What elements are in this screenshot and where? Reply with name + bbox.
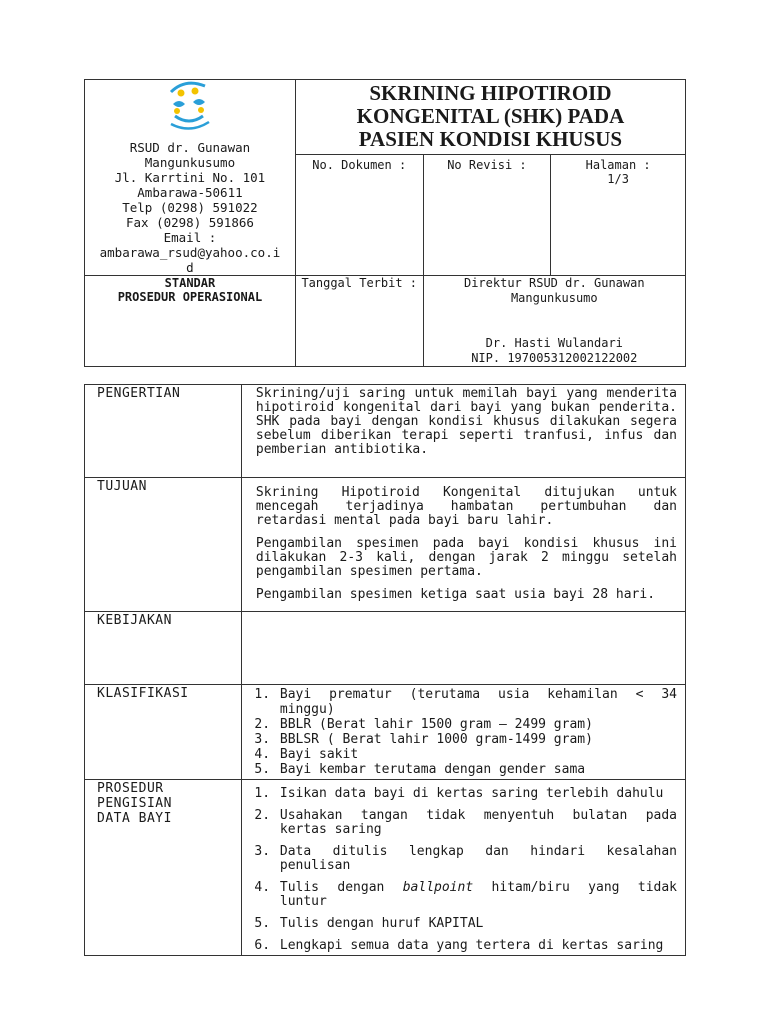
institution-line: d <box>186 260 194 275</box>
prosedur-list <box>256 787 677 953</box>
issue-date-label: Tanggal Terbit : <box>295 276 423 367</box>
klasifikasi-list-cell <box>241 685 685 780</box>
sop-label-line: STANDAR <box>164 276 216 290</box>
section-label-line: PROSEDUR <box>97 781 164 796</box>
institution-line: Telp (0298) 591022 <box>122 200 258 215</box>
director-signature-cell <box>423 276 685 367</box>
page-label: Halaman : <box>585 157 651 172</box>
institution-line: Email : <box>163 230 217 245</box>
list-item: 6. Lengkapi semua data yang tertera di kertas saring <box>278 939 677 953</box>
section-row-klasifikasi <box>85 685 686 780</box>
kebijakan-text <box>241 612 685 685</box>
pengertian-text: Skrining/uji saring untuk memilah bayi yang menderita hipotiroid kongenital dari bayi yang bukan penderita. SHK pada bayi dengan kondisi khusus dilakukan segera sebelum diberikan terapi seperti tranfusi, infus dan pemberian antibiotika. <box>241 385 685 478</box>
section-label <box>85 780 242 956</box>
list-item-italic: ballpoint <box>402 880 474 895</box>
institution-line: Mangunkusumo <box>144 155 236 170</box>
list-item: 2. BBLR (Berat lahir 1500 gram – 2499 gram) <box>278 717 677 732</box>
title-line: PASIEN KONDISI KHUSUS <box>358 127 623 151</box>
section-label-line: DATA BAYI <box>97 811 172 826</box>
institution-line: RSUD dr. Gunawan <box>129 140 251 155</box>
list-item: 3. Data ditulis lengkap dan hindari kesalahan penulisan <box>278 845 677 873</box>
list-item: 3. BBLSR ( Berat lahir 1000 gram-1499 gram) <box>278 732 677 747</box>
section-label-line: PENGISIAN <box>97 796 172 811</box>
section-row-pengertian <box>85 385 686 478</box>
revision-number-label: No Revisi : <box>423 154 551 275</box>
list-item: 1. Isikan data bayi di kertas saring terlebih dahulu <box>278 787 677 801</box>
institution-line: Ambarawa-50611 <box>137 185 243 200</box>
page-value: 1/3 <box>607 171 629 186</box>
sop-label-line: PROSEDUR OPERASIONAL <box>117 290 263 304</box>
institution-line: Fax (0298) 591866 <box>125 215 254 230</box>
section-row-prosedur <box>85 780 686 956</box>
tujuan-paragraph: Skrining Hipotiroid Kongenital ditujukan untuk mencegah terjadinya hambatan pertumbuhan dan retardasi mental pada bayi baru lahir. <box>255 485 677 528</box>
title-line: SKRINING HIPOTIROID <box>369 81 612 105</box>
prosedur-list-cell <box>241 780 685 956</box>
tujuan-paragraph: Pengambilan spesimen ketiga saat usia bayi 28 hari. <box>255 587 656 602</box>
section-label: PENGERTIAN <box>85 385 242 478</box>
tujuan-text <box>241 478 685 612</box>
document-number-label: No. Dokumen : <box>295 154 423 275</box>
list-item: 1. Bayi prematur (terutama usia kehamilan < 34 minggu) <box>278 687 677 717</box>
section-row-tujuan <box>85 478 686 612</box>
institution-line: Jl. Karrtini No. 101 <box>114 170 266 185</box>
list-item-text: Tulis dengan <box>279 880 403 895</box>
sop-header-table <box>84 79 686 367</box>
klasifikasi-list <box>256 687 677 777</box>
section-label: TUJUAN <box>85 478 242 612</box>
section-row-kebijakan <box>85 612 686 685</box>
director-title: Mangunkusumo <box>510 291 598 305</box>
list-item-text: hitam/biru yang tidak luntur <box>279 880 677 909</box>
page-cell <box>551 154 686 275</box>
director-name: Dr. Hasti Wulandari <box>485 336 623 350</box>
section-label: KEBIJAKAN <box>85 612 242 685</box>
list-item <box>278 881 677 909</box>
list-item: 5. Bayi kembar terutama dengan gender sama <box>278 762 677 777</box>
institution-cell <box>85 80 296 276</box>
list-item: 5. Tulis dengan huruf KAPITAL <box>278 917 677 931</box>
title-line: KONGENITAL (SHK) PADA <box>356 104 625 128</box>
sop-content-table <box>84 384 686 956</box>
sop-label <box>85 276 296 367</box>
tujuan-paragraph: Pengambilan spesimen pada bayi kondisi khusus ini dilakukan 2-3 kali, dengan jarak 2 minggu setelah pengambilan spesimen pertama. <box>255 536 677 579</box>
hospital-logo <box>165 80 215 132</box>
list-item: 4. Bayi sakit <box>278 747 677 762</box>
section-label: KLASIFIKASI <box>85 685 242 780</box>
director-title: Direktur RSUD dr. Gunawan <box>463 276 645 290</box>
institution-line: ambarawa_rsud@yahoo.co.i <box>99 245 281 260</box>
list-item: 2. Usahakan tangan tidak menyentuh bulatan pada kertas saring <box>278 809 677 837</box>
document-title <box>295 80 685 155</box>
director-nip: NIP. 197005312002122002 <box>471 351 638 365</box>
